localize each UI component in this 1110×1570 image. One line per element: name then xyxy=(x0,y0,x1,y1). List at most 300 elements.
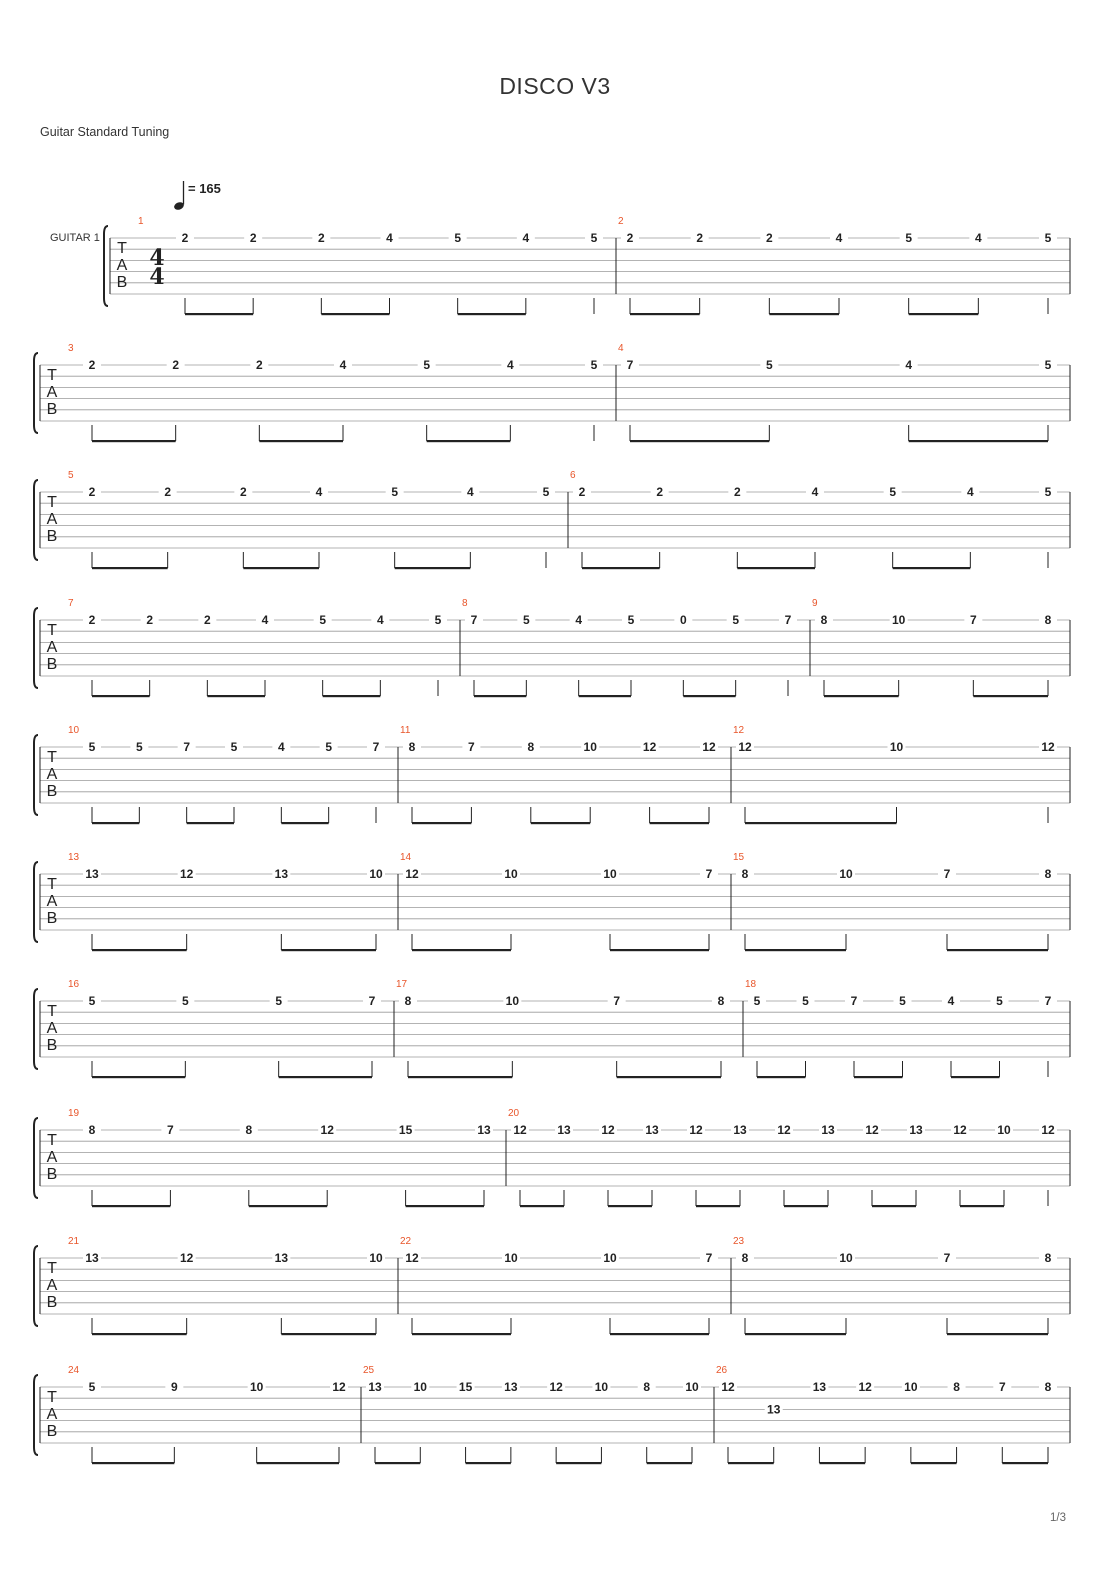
fret-number: 7 xyxy=(613,994,621,1008)
fret-number: 5 xyxy=(1044,485,1052,499)
tab-clef-letter: A xyxy=(46,1277,58,1294)
note-beam xyxy=(92,1462,174,1464)
tab-system xyxy=(34,979,1070,1078)
fret-number: 13 xyxy=(477,1123,491,1137)
fret-number: 7 xyxy=(626,358,634,372)
measure-number: 14 xyxy=(400,852,412,863)
fret-number: 2 xyxy=(88,613,96,627)
fret-number: 5 xyxy=(230,740,238,754)
fret-number: 7 xyxy=(943,867,951,881)
measure-number: 12 xyxy=(733,725,745,736)
note-beam xyxy=(960,1205,1004,1207)
fret-number: 5 xyxy=(905,231,913,245)
system-brace xyxy=(34,862,38,942)
tab-clef-letter: A xyxy=(46,384,58,401)
tab-system xyxy=(34,343,1070,442)
note-beam xyxy=(647,1462,692,1464)
fret-number: 5 xyxy=(181,994,189,1008)
fret-number: 13 xyxy=(767,1402,781,1417)
note-beam xyxy=(909,440,1048,442)
fret-number: 12 xyxy=(405,1251,419,1265)
fret-number: 10 xyxy=(891,613,906,627)
fret-number: 2 xyxy=(172,358,180,372)
note-beam xyxy=(458,313,526,315)
fret-number: 7 xyxy=(969,613,977,627)
fret-number: 10 xyxy=(369,1251,383,1265)
measure-number: 23 xyxy=(733,1236,745,1247)
page-number: 1/3 xyxy=(1050,1512,1066,1524)
fret-number: 10 xyxy=(603,867,617,881)
fret-number: 5 xyxy=(802,994,809,1008)
measure-number: 6 xyxy=(570,470,576,481)
fret-number: 10 xyxy=(839,867,853,881)
fret-number: 5 xyxy=(319,613,327,627)
fret-number: 12 xyxy=(777,1123,791,1137)
tab-clef-letter: T xyxy=(47,494,57,511)
fret-number: 7 xyxy=(784,613,792,627)
measure-number: 2 xyxy=(618,216,624,227)
system-brace xyxy=(34,608,38,688)
measure-number: 16 xyxy=(68,979,80,990)
fret-number: 10 xyxy=(603,1251,617,1265)
fret-number: 12 xyxy=(179,867,194,881)
fret-number: 5 xyxy=(434,613,442,627)
tab-clef-letter: B xyxy=(116,274,128,291)
fret-number: 10 xyxy=(369,867,383,881)
system-brace xyxy=(34,735,38,815)
tab-clef-letter: T xyxy=(47,622,57,639)
fret-number: 12 xyxy=(702,740,716,754)
note-beam xyxy=(824,695,899,697)
fret-number: 10 xyxy=(594,1380,609,1394)
fret-number: 2 xyxy=(733,485,741,499)
note-beam xyxy=(406,1205,484,1207)
fret-number: 5 xyxy=(1044,231,1052,245)
measure-number: 22 xyxy=(400,1236,412,1247)
fret-number: 12 xyxy=(953,1123,967,1137)
tab-system xyxy=(34,1236,1070,1335)
tab-clef-letter: T xyxy=(47,876,57,893)
measure-number: 24 xyxy=(68,1365,80,1376)
note-beam xyxy=(92,567,168,569)
system-brace xyxy=(34,989,38,1069)
fret-number: 12 xyxy=(513,1123,527,1137)
tempo-marking xyxy=(173,181,221,211)
measure-number: 21 xyxy=(68,1236,80,1247)
fret-number: 5 xyxy=(627,613,635,627)
fret-number: 2 xyxy=(88,358,96,372)
fret-number: 12 xyxy=(642,740,657,754)
note-beam xyxy=(819,1462,865,1464)
measure-number: 17 xyxy=(396,979,408,990)
tab-clef-letter: B xyxy=(46,1423,58,1440)
fret-number: 10 xyxy=(997,1123,1011,1137)
fret-number: 2 xyxy=(146,613,154,627)
tab-clef-letter: T xyxy=(47,1389,57,1406)
fret-number: 10 xyxy=(504,1251,518,1265)
tab-clef-letter: B xyxy=(46,528,58,545)
fret-number: 5 xyxy=(454,231,462,245)
fret-number: 8 xyxy=(741,1251,749,1265)
fret-number: 10 xyxy=(249,1380,264,1394)
fret-number: 12 xyxy=(1041,1123,1055,1137)
tempo-value: = 165 xyxy=(188,181,221,196)
note-beam xyxy=(1002,1462,1048,1464)
tab-clef-letter: A xyxy=(46,1406,58,1423)
fret-number: 5 xyxy=(275,994,283,1008)
note-beam xyxy=(911,1462,957,1464)
fret-number: 2 xyxy=(255,358,263,372)
fret-number: 12 xyxy=(179,1251,194,1265)
note-beam xyxy=(412,822,471,824)
tab-clef-letter: A xyxy=(46,639,58,656)
note-beam xyxy=(474,695,526,697)
system-brace xyxy=(34,1118,38,1198)
fret-number: 10 xyxy=(504,867,518,881)
fret-number: 4 xyxy=(575,613,583,627)
system-brace xyxy=(34,353,38,433)
tab-system xyxy=(104,216,1070,315)
note-beam xyxy=(279,1076,372,1078)
note-beam xyxy=(951,1076,1000,1078)
note-beam xyxy=(872,1205,916,1207)
note-beam xyxy=(520,1205,564,1207)
note-beam xyxy=(683,695,735,697)
fret-number: 12 xyxy=(332,1380,346,1394)
system-brace xyxy=(34,480,38,560)
fret-number: 8 xyxy=(88,1123,96,1137)
note-beam xyxy=(375,1462,420,1464)
note-beam xyxy=(947,1333,1048,1335)
note-beam xyxy=(281,1333,376,1335)
tab-clef-letter: B xyxy=(46,1166,58,1183)
fret-number: 5 xyxy=(88,994,96,1008)
measure-number: 1 xyxy=(138,216,144,227)
fret-number: 8 xyxy=(1044,1380,1052,1394)
note-beam xyxy=(321,313,389,315)
fret-number: 5 xyxy=(1044,358,1052,372)
fret-number: 12 xyxy=(1041,740,1055,754)
fret-number: 13 xyxy=(821,1123,835,1137)
tab-system xyxy=(34,470,1070,569)
tuning-label: Guitar Standard Tuning xyxy=(40,125,170,139)
measure-number: 10 xyxy=(68,725,80,736)
fret-number: 5 xyxy=(542,485,550,499)
measure-number: 18 xyxy=(745,979,757,990)
note-beam xyxy=(281,822,328,824)
note-beam xyxy=(745,949,846,951)
fret-number: 10 xyxy=(889,740,904,754)
measure-number: 13 xyxy=(68,852,80,863)
note-beam xyxy=(617,1076,721,1078)
note-beam xyxy=(207,695,265,697)
note-beam xyxy=(650,822,709,824)
tab-clef-letter: A xyxy=(116,257,128,274)
fret-number: 4 xyxy=(835,231,843,245)
note-beam xyxy=(408,1076,512,1078)
fret-number: 4 xyxy=(811,485,819,499)
note-beam xyxy=(696,1205,740,1207)
tab-clef-letter: T xyxy=(47,1003,57,1020)
tab-clef-letter: T xyxy=(47,367,57,384)
note-beam xyxy=(769,313,839,315)
note-beam xyxy=(531,822,590,824)
fret-number: 13 xyxy=(368,1380,382,1394)
fret-number: 8 xyxy=(1044,867,1052,881)
fret-number: 13 xyxy=(733,1123,747,1137)
note-beam xyxy=(257,1462,339,1464)
fret-number: 7 xyxy=(368,994,376,1008)
tab-system xyxy=(34,598,1070,697)
tab-clef-letter: B xyxy=(46,1294,58,1311)
fret-number: 4 xyxy=(522,231,530,245)
note-beam xyxy=(728,1462,774,1464)
note-beam xyxy=(757,1076,806,1078)
note-beam xyxy=(947,949,1048,951)
note-beam xyxy=(92,1205,170,1207)
note-beam xyxy=(630,313,700,315)
fret-number: 5 xyxy=(732,613,740,627)
fret-number: 12 xyxy=(549,1380,563,1394)
fret-number: 15 xyxy=(398,1123,413,1137)
fret-number: 12 xyxy=(405,867,419,881)
fret-number: 5 xyxy=(135,740,143,754)
fret-number: 2 xyxy=(203,613,211,627)
fret-number: 4 xyxy=(376,613,384,627)
note-beam xyxy=(395,567,471,569)
fret-number: 4 xyxy=(966,485,974,499)
fret-number: 2 xyxy=(164,485,172,499)
note-beam xyxy=(92,1076,185,1078)
fret-number: 4 xyxy=(339,358,347,372)
fret-number: 8 xyxy=(404,994,412,1008)
note-beam xyxy=(909,313,979,315)
tab-clef-letter: B xyxy=(46,401,58,418)
note-beam xyxy=(630,440,769,442)
fret-number: 5 xyxy=(889,485,897,499)
track-name: GUITAR 1 xyxy=(50,232,100,244)
fret-number: 12 xyxy=(738,740,752,754)
tab-system xyxy=(34,725,1070,824)
note-beam xyxy=(737,567,815,569)
fret-number: 10 xyxy=(904,1380,918,1394)
tab-system xyxy=(34,1108,1070,1207)
fret-number: 7 xyxy=(705,867,713,881)
note-beam xyxy=(893,567,971,569)
fret-number: 4 xyxy=(277,740,285,754)
note-beam xyxy=(466,1462,511,1464)
tab-clef-letter: A xyxy=(46,511,58,528)
fret-number: 2 xyxy=(578,485,586,499)
note-beam xyxy=(412,949,511,951)
fret-number: 8 xyxy=(820,613,828,627)
fret-number: 2 xyxy=(317,231,325,245)
fret-number: 2 xyxy=(696,231,704,245)
fret-number: 5 xyxy=(88,740,96,754)
fret-number: 12 xyxy=(689,1123,703,1137)
fret-number: 5 xyxy=(996,994,1003,1008)
measure-number: 3 xyxy=(68,343,74,354)
note-beam xyxy=(610,1333,709,1335)
fret-number: 7 xyxy=(850,994,858,1008)
fret-number: 8 xyxy=(741,867,749,881)
fret-number: 8 xyxy=(527,740,535,754)
fret-number: 7 xyxy=(372,740,380,754)
fret-number: 12 xyxy=(320,1123,334,1137)
fret-number: 13 xyxy=(812,1380,827,1394)
fret-number: 2 xyxy=(88,485,96,499)
fret-number: 4 xyxy=(466,485,474,499)
fret-number: 8 xyxy=(408,740,416,754)
note-beam xyxy=(745,1333,846,1335)
measure-number: 25 xyxy=(363,1365,375,1376)
fret-number: 2 xyxy=(249,231,257,245)
note-beam xyxy=(854,1076,903,1078)
note-beam xyxy=(582,567,660,569)
fret-number: 10 xyxy=(413,1380,427,1394)
fret-number: 7 xyxy=(705,1251,713,1265)
fret-number: 8 xyxy=(717,994,725,1008)
fret-number: 10 xyxy=(839,1251,853,1265)
fret-number: 7 xyxy=(470,613,478,627)
tab-clef-letter: B xyxy=(46,910,58,927)
measure-number: 5 xyxy=(68,470,74,481)
fret-number: 12 xyxy=(858,1380,872,1394)
fret-number: 8 xyxy=(953,1380,960,1394)
fret-number: 2 xyxy=(239,485,247,499)
tab-clef-letter: T xyxy=(47,1260,57,1277)
fret-number: 10 xyxy=(685,1380,699,1394)
tab-clef-letter: A xyxy=(46,893,58,910)
note-beam xyxy=(185,313,253,315)
fret-number: 5 xyxy=(522,613,530,627)
note-beam xyxy=(784,1205,828,1207)
tab-clef-letter: B xyxy=(46,656,58,673)
fret-number: 13 xyxy=(909,1123,923,1137)
fret-number: 5 xyxy=(765,358,773,372)
fret-number: 13 xyxy=(85,867,99,881)
note-beam xyxy=(243,567,319,569)
note-beam xyxy=(579,695,631,697)
fret-number: 15 xyxy=(458,1380,473,1394)
note-beam xyxy=(973,695,1048,697)
note-beam xyxy=(412,1333,511,1335)
note-beam xyxy=(556,1462,601,1464)
measure-number: 20 xyxy=(508,1108,520,1119)
tab-clef-letter: A xyxy=(46,1020,58,1037)
fret-number: 4 xyxy=(315,485,323,499)
tab-system xyxy=(34,1365,1070,1464)
note-beam xyxy=(249,1205,327,1207)
note-beam xyxy=(92,949,187,951)
measure-number: 11 xyxy=(400,725,411,736)
fret-number: 2 xyxy=(765,231,773,245)
system-brace xyxy=(104,226,108,306)
score-title: DISCO V3 xyxy=(499,73,611,99)
fret-number: 13 xyxy=(274,1251,289,1265)
note-beam xyxy=(281,949,376,951)
fret-number: 4 xyxy=(261,613,269,627)
fret-number: 5 xyxy=(423,358,431,372)
fret-number: 4 xyxy=(974,231,982,245)
note-beam xyxy=(92,1333,187,1335)
tab-clef-letter: B xyxy=(46,783,58,800)
fret-number: 5 xyxy=(899,994,906,1008)
fret-number: 8 xyxy=(1044,613,1052,627)
fret-number: 5 xyxy=(391,485,399,499)
fret-number: 13 xyxy=(274,867,289,881)
tab-system xyxy=(34,852,1070,951)
fret-number: 12 xyxy=(865,1123,879,1137)
fret-number: 5 xyxy=(590,231,598,245)
fret-number: 4 xyxy=(386,231,393,245)
fret-number: 7 xyxy=(183,740,191,754)
measure-number: 19 xyxy=(68,1108,80,1119)
measure-number: 4 xyxy=(618,343,624,354)
fret-number: 0 xyxy=(679,613,687,627)
note-beam xyxy=(259,440,343,442)
measure-number: 7 xyxy=(68,598,74,609)
tab-clef-letter: A xyxy=(46,766,58,783)
fret-number: 7 xyxy=(998,1380,1006,1394)
measure-number: 26 xyxy=(716,1365,728,1376)
measure-number: 15 xyxy=(733,852,745,863)
fret-number: 13 xyxy=(504,1380,518,1394)
fret-number: 8 xyxy=(1044,1251,1052,1265)
note-beam xyxy=(92,822,139,824)
fret-number: 5 xyxy=(590,358,598,372)
fret-number: 5 xyxy=(753,994,761,1008)
note-beam xyxy=(92,695,150,697)
fret-number: 8 xyxy=(245,1123,253,1137)
tab-clef-letter: A xyxy=(46,1149,58,1166)
fret-number: 7 xyxy=(468,740,475,754)
fret-number: 9 xyxy=(170,1380,178,1394)
fret-number: 10 xyxy=(583,740,597,754)
note-beam xyxy=(745,822,897,824)
fret-number: 12 xyxy=(721,1380,735,1394)
tab-clef-letter: T xyxy=(47,749,57,766)
fret-number: 5 xyxy=(88,1380,96,1394)
note-beam xyxy=(187,822,234,824)
fret-number: 4 xyxy=(905,358,913,372)
fret-number: 13 xyxy=(85,1251,99,1265)
note-beam xyxy=(608,1205,652,1207)
tab-clef-letter: T xyxy=(117,240,127,257)
fret-number: 4 xyxy=(506,358,514,372)
note-beam xyxy=(610,949,709,951)
time-signature-denominator: 4 xyxy=(149,264,165,290)
fret-number: 13 xyxy=(557,1123,571,1137)
fret-number: 4 xyxy=(947,994,955,1008)
fret-number: 7 xyxy=(943,1251,951,1265)
system-brace xyxy=(34,1246,38,1326)
note-beam xyxy=(323,695,381,697)
fret-number: 7 xyxy=(1044,994,1052,1008)
measure-number: 9 xyxy=(812,598,818,609)
fret-number: 10 xyxy=(505,994,520,1008)
note-beam xyxy=(92,440,176,442)
fret-number: 8 xyxy=(643,1380,651,1394)
fret-number: 5 xyxy=(325,740,333,754)
system-brace xyxy=(34,1375,38,1455)
measure-number: 8 xyxy=(462,598,468,609)
fret-number: 2 xyxy=(181,231,189,245)
note-beam xyxy=(427,440,511,442)
fret-number: 2 xyxy=(656,485,664,499)
systems xyxy=(34,216,1070,1464)
tab-clef-letter: T xyxy=(47,1132,57,1149)
